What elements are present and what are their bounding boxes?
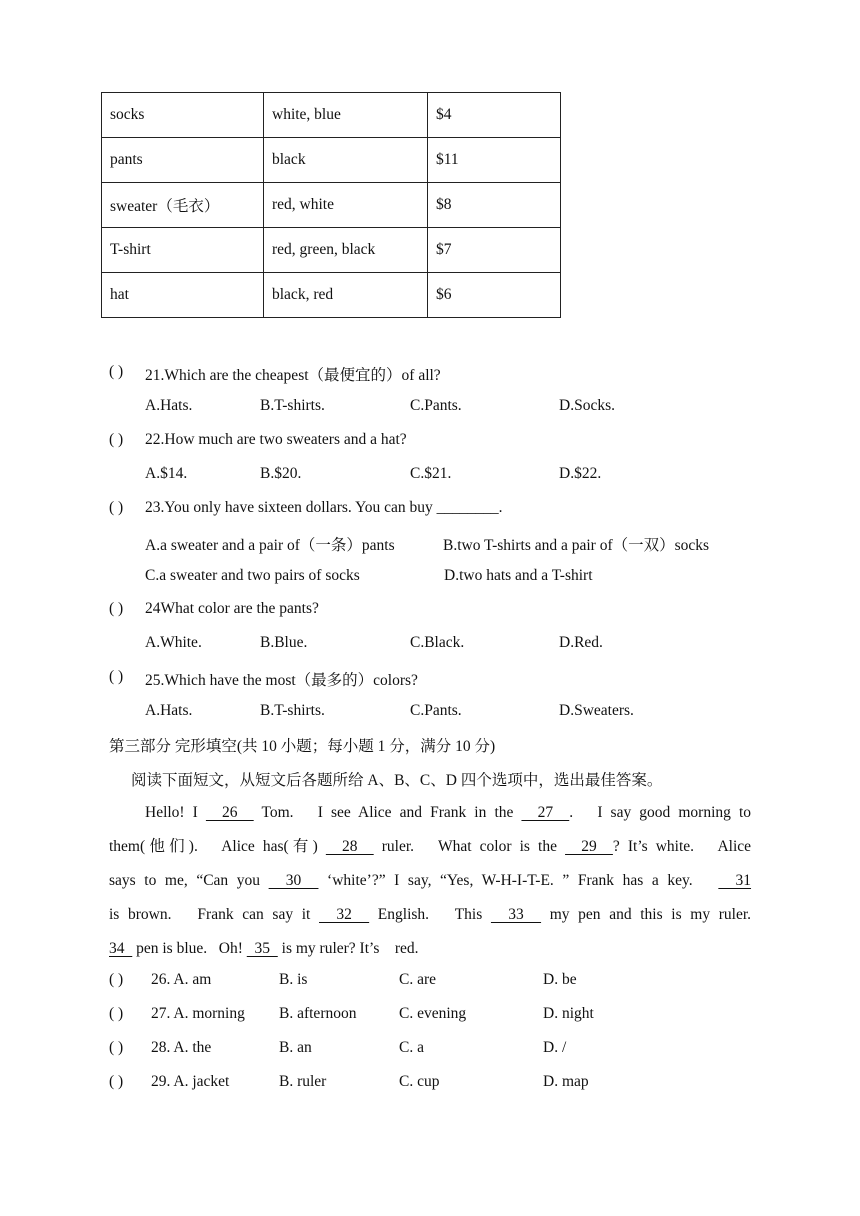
option: D. night bbox=[543, 1005, 594, 1022]
question-stem: 22.How much are two sweaters and a hat? bbox=[145, 431, 407, 448]
option: A.Hats. bbox=[145, 397, 193, 414]
option: B.T-shirts. bbox=[260, 702, 325, 719]
option: B. an bbox=[279, 1039, 312, 1056]
question-stem: 25.Which have the most（最多的）colors? bbox=[145, 672, 418, 689]
option: C. are bbox=[399, 971, 437, 988]
passage-text: Tom. I see Alice and Frank in the bbox=[253, 804, 522, 821]
passage-text: English. This bbox=[369, 906, 491, 923]
option: D.Red. bbox=[559, 634, 603, 651]
cloze-passage bbox=[109, 796, 751, 966]
price-cell-colors: white, blue bbox=[264, 93, 428, 138]
cloze-blank: 32 bbox=[319, 906, 370, 923]
passage-text: . I say good morning to bbox=[569, 804, 752, 821]
cloze-question-number: 29. A. jacket bbox=[151, 1073, 230, 1090]
option: A.a sweater and a pair of（一条）pants bbox=[145, 537, 395, 554]
price-cell-colors: black, red bbox=[264, 273, 428, 318]
option: B.$20. bbox=[260, 465, 302, 482]
option: C.$21. bbox=[410, 465, 452, 482]
price-cell-price: $11 bbox=[428, 138, 561, 183]
price-cell-price: $7 bbox=[428, 228, 561, 273]
cloze-blank: 26 bbox=[205, 804, 254, 821]
option: D.two hats and a T-shirt bbox=[444, 567, 593, 584]
cloze-blank: 28 bbox=[325, 838, 374, 855]
passage-line bbox=[109, 830, 751, 864]
price-row bbox=[102, 273, 561, 318]
option: C.a sweater and two pairs of socks bbox=[145, 567, 360, 584]
option: D. map bbox=[543, 1073, 589, 1090]
passage-line bbox=[109, 796, 751, 830]
option: D.Sweaters. bbox=[559, 702, 634, 719]
passage-line bbox=[109, 898, 751, 932]
option: B. afternoon bbox=[279, 1005, 357, 1022]
option: C. a bbox=[399, 1039, 424, 1056]
price-row bbox=[102, 93, 561, 138]
answer-blank: ( ) bbox=[109, 600, 124, 617]
price-cell-item: hat bbox=[102, 273, 264, 318]
option: D. be bbox=[543, 971, 577, 988]
price-cell-item: sweater（毛衣） bbox=[102, 183, 264, 228]
option: D.$22. bbox=[559, 465, 602, 482]
passage-text: ‘white’?” I say, “Yes, W-H-I-T-E. ” Frank has a key. bbox=[318, 872, 719, 889]
part3-heading: 第三部分 完形填空(共 10 小题；每小题 1 分，满分 10 分) bbox=[109, 738, 496, 755]
option: C. evening bbox=[399, 1005, 467, 1022]
cloze-blank: 29 bbox=[565, 838, 613, 855]
answer-blank: ( ) bbox=[109, 499, 124, 516]
answer-blank: ( ) bbox=[109, 363, 124, 380]
cloze-blank: 33 bbox=[490, 906, 542, 923]
answer-blank: ( ) bbox=[109, 668, 124, 685]
price-row bbox=[102, 228, 561, 273]
cloze-question-number: 28. A. the bbox=[151, 1039, 212, 1056]
option: D.Socks. bbox=[559, 397, 615, 414]
price-table bbox=[101, 92, 561, 318]
option: C.Black. bbox=[410, 634, 465, 651]
price-cell-price: $4 bbox=[428, 93, 561, 138]
price-cell-item: T-shirt bbox=[102, 228, 264, 273]
price-cell-price: $6 bbox=[428, 273, 561, 318]
option: B.T-shirts. bbox=[260, 397, 325, 414]
cloze-blank: 30 bbox=[268, 872, 319, 889]
passage-line bbox=[109, 864, 751, 898]
option: C. cup bbox=[399, 1073, 440, 1090]
option: A.$14. bbox=[145, 465, 188, 482]
passage-text: my pen and this is my ruler. bbox=[541, 906, 752, 923]
cloze-blank: 35 bbox=[246, 940, 278, 957]
passage-text: ruler. What color is the bbox=[373, 838, 566, 855]
passage-text: says to me, “Can you bbox=[109, 872, 269, 889]
price-row bbox=[102, 138, 561, 183]
option: C.Pants. bbox=[410, 702, 462, 719]
question-stem: 23.You only have sixteen dollars. You can buy ________. bbox=[145, 499, 503, 516]
option: A.White. bbox=[145, 634, 202, 651]
passage-text: pen is blue. Oh! bbox=[132, 940, 247, 957]
cloze-blank: 34 bbox=[109, 940, 133, 957]
price-cell-item: socks bbox=[102, 93, 264, 138]
question-stem: 24What color are the pants? bbox=[145, 600, 319, 617]
price-cell-colors: red, green, black bbox=[264, 228, 428, 273]
answer-blank: ( ) bbox=[109, 1005, 124, 1022]
cloze-blank: 27 bbox=[521, 804, 570, 821]
answer-blank: ( ) bbox=[109, 431, 124, 448]
passage-text: ? It’s white. Alice bbox=[612, 838, 752, 855]
cloze-question-number: 26. A. am bbox=[151, 971, 212, 988]
cloze-blank: 31 bbox=[718, 872, 752, 889]
option: B. is bbox=[279, 971, 308, 988]
passage-line bbox=[109, 932, 751, 966]
option: B.Blue. bbox=[260, 634, 308, 651]
cloze-question-number: 27. A. morning bbox=[151, 1005, 245, 1022]
option: B.two T-shirts and a pair of（一双）socks bbox=[443, 537, 710, 554]
question-stem: 21.Which are the cheapest（最便宜的）of all? bbox=[145, 367, 441, 384]
answer-blank: ( ) bbox=[109, 1073, 124, 1090]
answer-blank: ( ) bbox=[109, 971, 124, 988]
passage-text: is brown. Frank can say it bbox=[109, 906, 320, 923]
option: B. ruler bbox=[279, 1073, 327, 1090]
answer-blank: ( ) bbox=[109, 1039, 124, 1056]
part3-instruction: 阅读下面短文，从短文后各题所给 A、B、C、D 四个选项中，选出最佳答案。 bbox=[131, 772, 663, 789]
option: A.Hats. bbox=[145, 702, 193, 719]
passage-text: is my ruler? It’s red. bbox=[277, 940, 419, 957]
passage-text: Hello! I bbox=[145, 804, 206, 821]
price-cell-colors: red, white bbox=[264, 183, 428, 228]
price-cell-item: pants bbox=[102, 138, 264, 183]
price-cell-price: $8 bbox=[428, 183, 561, 228]
passage-text: them(他们). Alice has(有) bbox=[109, 838, 326, 855]
option: C.Pants. bbox=[410, 397, 462, 414]
option: D. / bbox=[543, 1039, 567, 1056]
price-row bbox=[102, 183, 561, 228]
price-cell-colors: black bbox=[264, 138, 428, 183]
